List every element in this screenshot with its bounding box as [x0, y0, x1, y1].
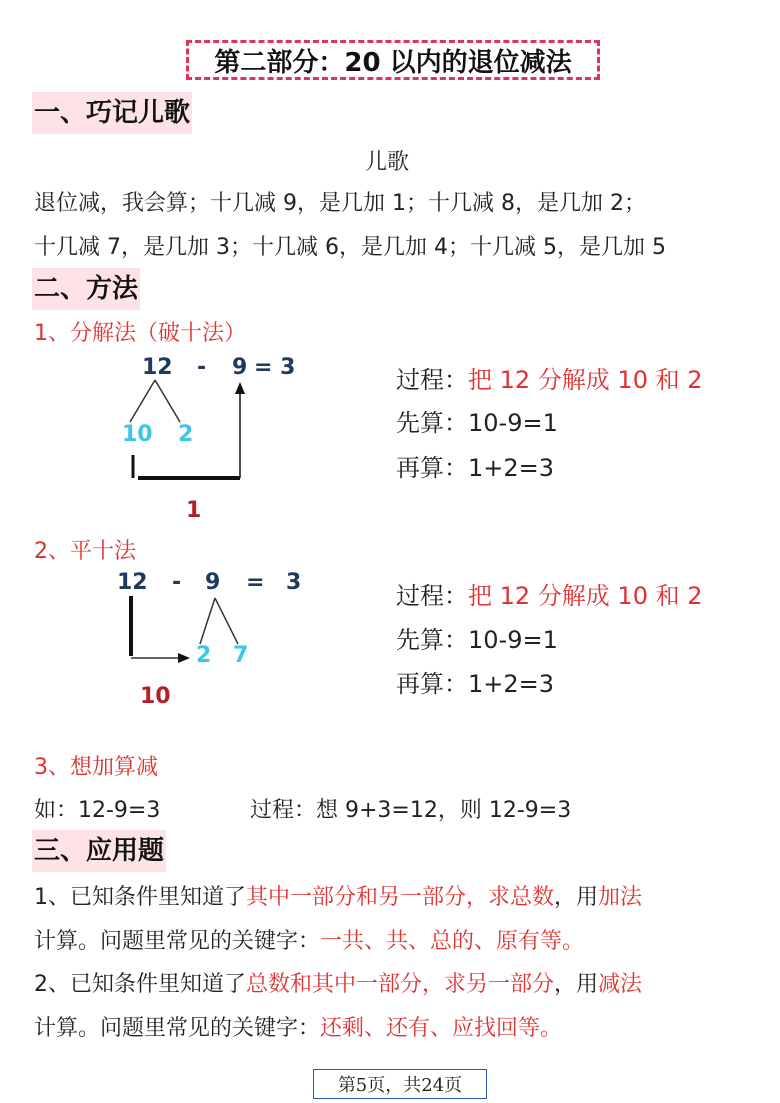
item1-line2-pre: 计算。问题里常见的关键字：: [34, 929, 321, 954]
method3-process: 过程：想 9+3=12，则 12-9=3: [250, 798, 572, 823]
method3-example: 如：12-9=3: [34, 798, 161, 823]
method1-eq-a: 12: [142, 355, 173, 380]
method1-process-label: 过程：: [396, 366, 468, 394]
method1-process-text: 把 12 分解成 10 和 2: [468, 366, 703, 394]
method2-process-label: 过程：: [396, 582, 468, 610]
method1-process: [396, 360, 703, 395]
application-item-2-line2: [34, 1011, 562, 1042]
item1-red1: 其中一部分和另一部分，求总数: [246, 885, 555, 910]
item1-line2-red: 一共、共、总的、原有等。: [320, 929, 585, 954]
method1-first-text: 10-9=1: [468, 409, 558, 437]
method2-eq-op: -: [172, 570, 182, 595]
method2-process-text: 把 12 分解成 10 和 2: [468, 582, 703, 610]
method2-first-text: 10-9=1: [468, 626, 558, 654]
method2-then-text: 1+2=3: [468, 670, 555, 698]
application-item-2-line1: [34, 967, 642, 998]
method2-lines: [0, 0, 320, 700]
item2-line2-pre: 计算。问题里常见的关键字：: [34, 1016, 321, 1041]
method3-label: 3、想加算减: [34, 755, 158, 780]
item1-pre: 1、已知条件里知道了: [34, 885, 246, 910]
section-heading-3: 三、应用题: [32, 830, 166, 872]
method2-process: [396, 576, 703, 611]
item1-mid: ，用: [554, 885, 599, 910]
method1-then-label: 再算：: [396, 454, 468, 482]
method2-split-left: 2: [196, 643, 212, 668]
method1-split-left: 10: [122, 422, 153, 447]
item2-mid: ，用: [554, 972, 599, 997]
application-item-1-line1: [34, 880, 642, 911]
section-heading-2: 二、方法: [32, 268, 140, 310]
method1-bottom: 1: [186, 498, 202, 523]
method1-eq-b: 9: [232, 355, 248, 380]
application-item-1-line2: [34, 924, 584, 955]
method2-split-right: 7: [233, 643, 249, 668]
section-heading-1: 一、巧记儿歌: [32, 92, 192, 134]
method2-first: [396, 620, 558, 655]
method2-eq-a: 12: [117, 570, 148, 595]
item1-red2: 加法: [598, 885, 643, 910]
method2-bottom: 10: [140, 684, 171, 709]
poem-line-2: 十几减 7，是几加 3；十几减 6，是几加 4；十几减 5，是几加 5: [34, 235, 666, 260]
method1-eq-rest: = 3: [254, 355, 296, 380]
item2-line2-red: 还剩、还有、应找回等。: [320, 1016, 563, 1041]
method1-then-text: 1+2=3: [468, 454, 555, 482]
method2-eq-b: 9: [205, 570, 221, 595]
page-title: 第二部分：20 以内的退位减法: [186, 40, 600, 80]
item2-red1: 总数和其中一部分，求另一部分: [246, 972, 555, 997]
method1-split-right: 2: [178, 422, 194, 447]
item2-pre: 2、已知条件里知道了: [34, 972, 246, 997]
method2-first-label: 先算：: [396, 626, 468, 654]
method2-then-label: 再算：: [396, 670, 468, 698]
method2-eq-res: 3: [286, 570, 302, 595]
method2-then: [396, 664, 554, 699]
poem-title: 儿歌: [365, 150, 410, 175]
method1-label: 1、分解法（破十法）: [34, 321, 246, 346]
poem-line-1: 退位减，我会算；十几减 9，是几加 1；十几减 8，是几加 2；: [34, 191, 646, 216]
item2-red2: 减法: [598, 972, 643, 997]
method1-then: [396, 448, 554, 483]
method1-first: [396, 403, 558, 438]
method2-eq-eq: =: [246, 570, 265, 595]
method2-label: 2、平十法: [34, 539, 136, 564]
method1-eq-op: -: [197, 355, 207, 380]
page-number: 第5页，共24页: [313, 1069, 487, 1099]
method1-first-label: 先算：: [396, 409, 468, 437]
